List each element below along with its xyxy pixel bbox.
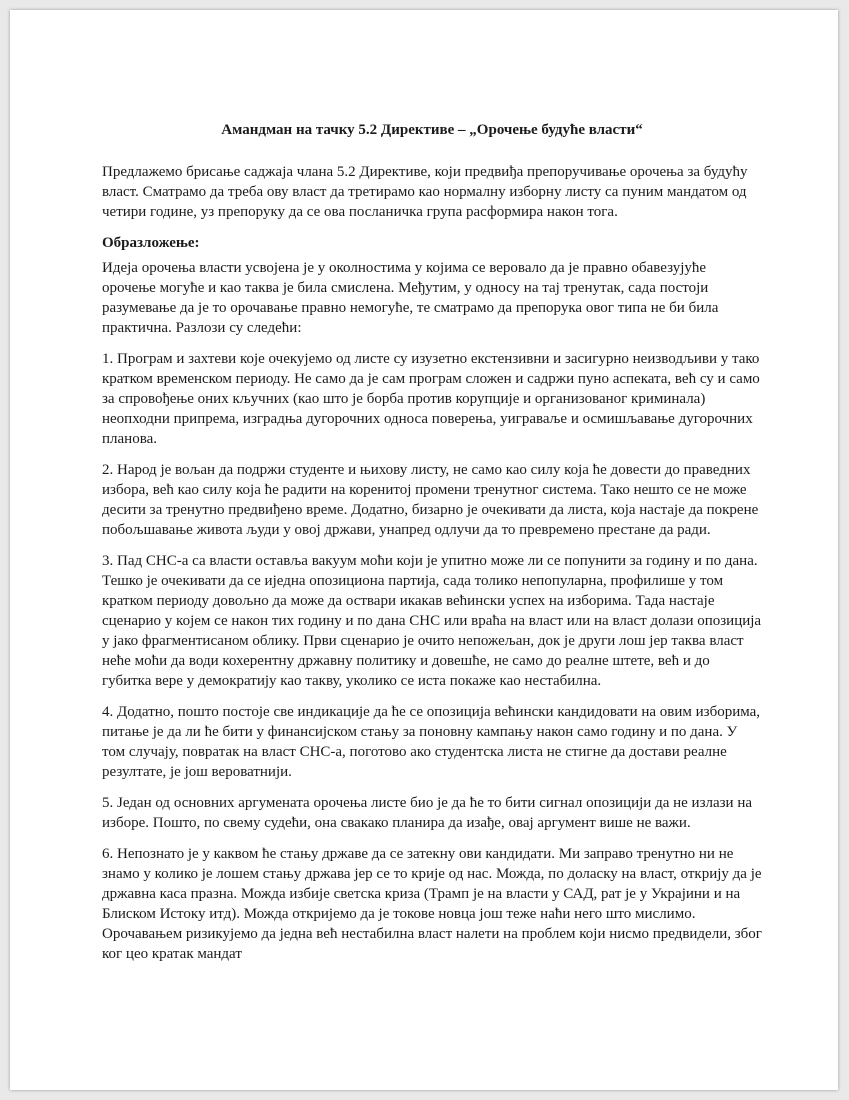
document-body xyxy=(102,120,762,975)
point-5-paragraph: 5. Један од основних аргумената орочења листе био је да ће то бити сигнал опозицији да не излази на изборе. Пошто, по свему судећи, она свакако планира да изађе, овај аргумент више не важи. xyxy=(102,795,753,831)
point-1-paragraph: 1. Програм и захтеви које очекујемо од листе су изузетно екстензивни и засигурно неизводљиви у тако кратком временском периоду. Не само да је сам програм сложен и садржи пуно аспеката, већ су и само за спровођење оних кључних (као што је борба против корупције и организованог криминала) неопходни припрема, изградња дугорочних односа поверења, уиграваље и осмишљавање дугорочних планова. xyxy=(102,351,760,447)
point-6-paragraph: 6. Непознато је у каквом ће стању државе да се затекну ови кандидати. Ми заправо тренутно ни не знамо у колико је лошем стању држава јер се то крије од нас. Можда, по доласку на власт, открију да је државна каса празна. Можда избије светска криза (Трамп је на власти у САД, рат је у Украјини и на Блиском Истоку итд). Можда откријемо да је токове новца још теже наћи него што мислимо. Орочавањем ризикујемо да једна већ нестабилна власт налети на проблем који нисмо предвидели, због ког цео кратак мандат xyxy=(102,846,762,962)
point-2-paragraph: 2. Народ је вољан да подржи студенте и њихову листу, не само као силу која ће довести до праведних избора, већ као силу која ће радити на коренитој промени тренутног система. Тако нешто се не може десити за тренутно предвиђено време. Додатно, бизарно је очекивати да листа, која настаје да покрене побољшавање живота људи у овој држави, унапред одлучи да то превремено престане да ради. xyxy=(102,462,759,538)
document-title: Амандман на тачку 5.2 Директиве – „Орочење будуће власти“ xyxy=(221,122,643,138)
rationale-heading: Образложење: xyxy=(102,235,200,251)
point-3-paragraph: 3. Пад СНС-а са власти оставља вакуум моћи који је упитно може ли се попунити за годину и по дана. Тешко је очекивати да се иједна опозициона партија, сада толико непопуларна, профилише у том кратком периоду довољно да може да оствари икакав већински успех на изборима. Тада настаје сценарио у којем се након тих годину и по дана СНС или враћа на власт или на власт долази опозиција у јако фрагментисаном облику. Први сценарио је очито непожељан, док је други лош јер таква власт неће моћи да води кохерентну државну политику и довешће, не само до реалне штете, већ и до губитка вере у демократију као такву, уколико се иста покаже као нестабилна. xyxy=(102,553,762,689)
intro-paragraph: Предлажемо брисање саджаја члана 5.2 Директиве, који предвиђа препоручивање орочења за будућу власт. Сматрамо да треба ову власт да третирамо као нормалну изборну листу са пуним мандатом од четири године, уз препоруку да се ова посланичка група расформира након тога. xyxy=(102,164,748,220)
rationale-intro-paragraph: Идеја орочења власти усвојена је у околностима у којима се веровало да је правно обавезујуће орочење могуће и као таква је била смислена. Међутим, у односу на тај тренутак, сада постоји разумевање да је то орочавање правно немогуће, те сматрамо да препорука овог типа не би била практична. Разлози су следећи: xyxy=(102,260,719,336)
point-4-paragraph: 4. Додатно, пошто постоје све индикације да ће се опозиција већински кандидовати на овим изборима, питање је да ли ће бити у финансијском стању за поновну кампању након само годину и по дана. У том случају, повратак на власт СНС-а, поготово ако студентска листа не стигне да достави реалне резултате, је још вероватнији. xyxy=(102,704,761,780)
document-page xyxy=(10,10,838,1090)
